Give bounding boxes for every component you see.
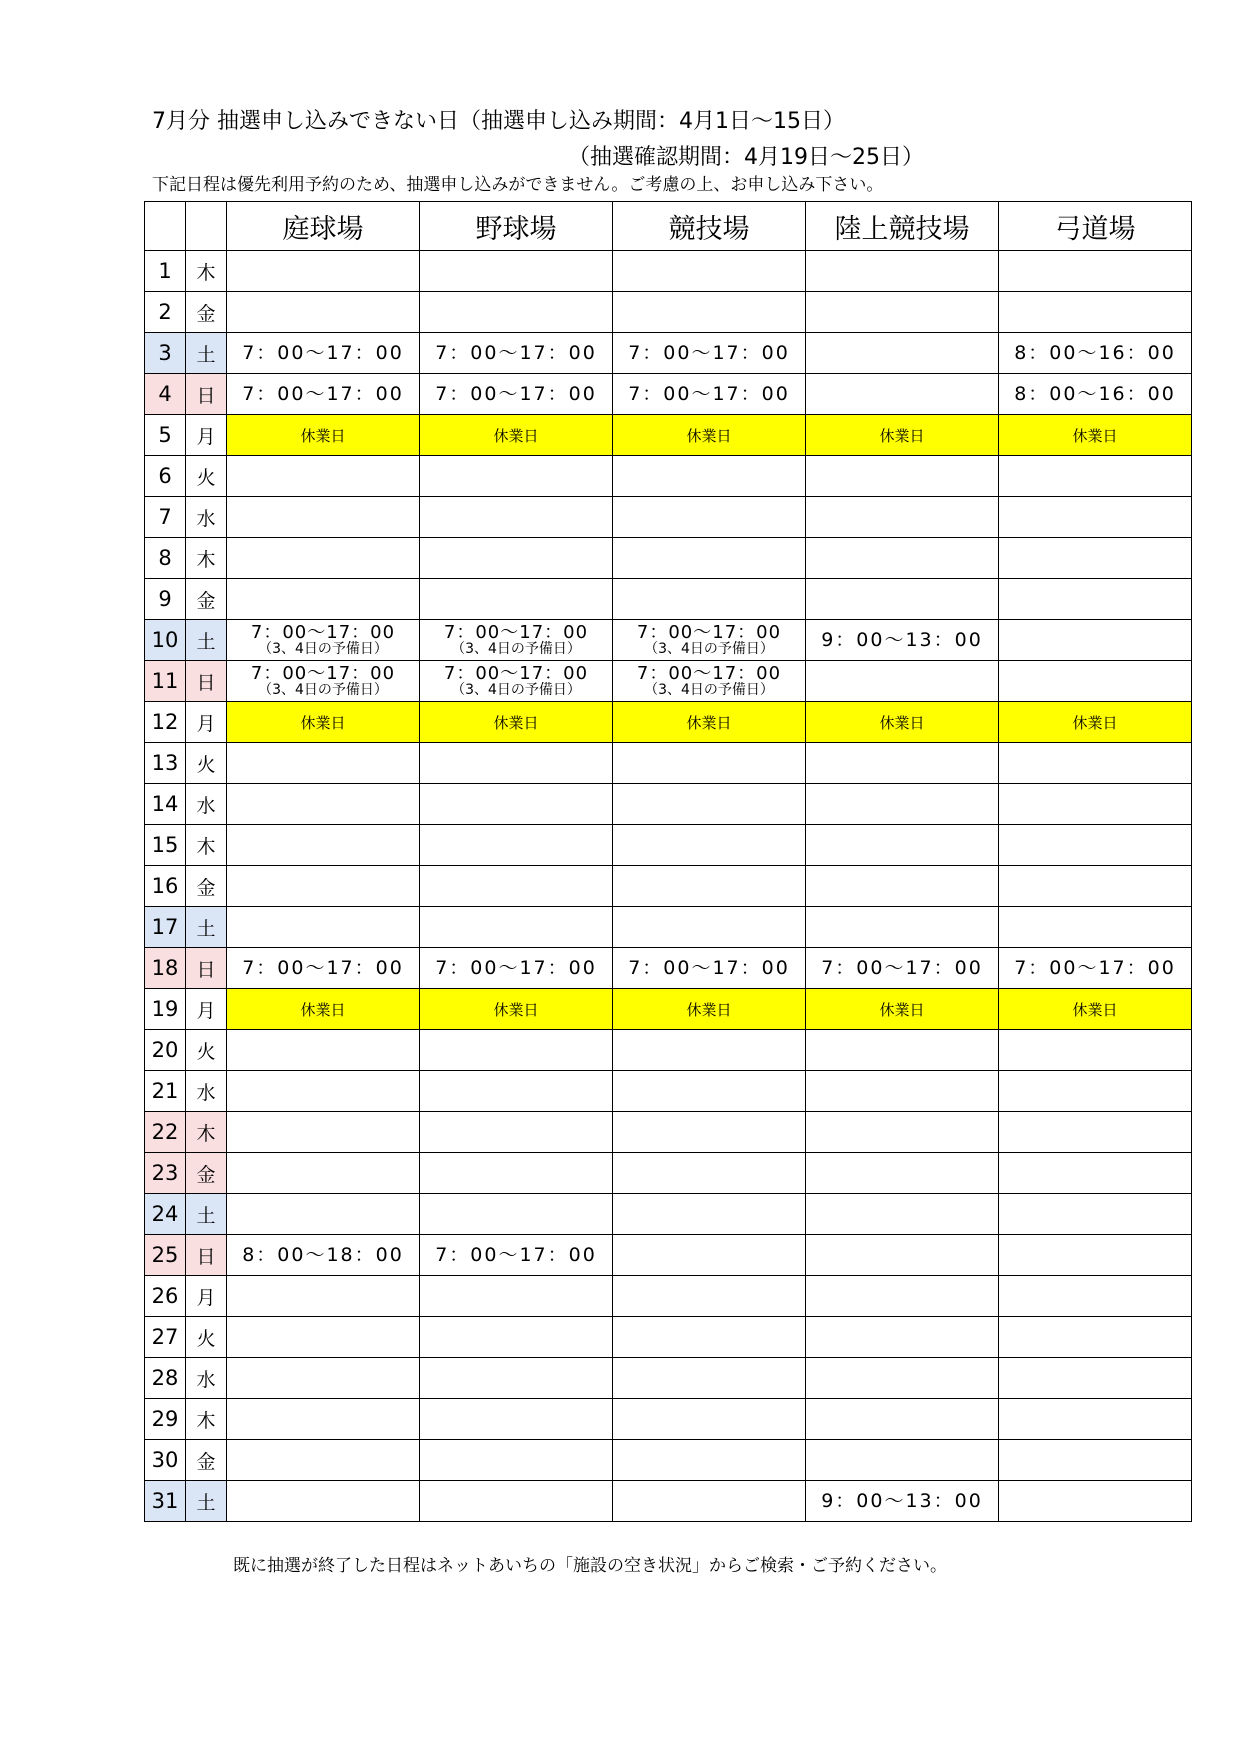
table-row [145, 456, 1192, 497]
day-number: 27 [145, 1317, 186, 1358]
reserved-time: 7：00～17：00 [636, 621, 782, 643]
empty-cell [613, 1399, 806, 1440]
empty-cell [227, 251, 420, 292]
empty-cell [806, 456, 999, 497]
closed-day-cell: 休業日 [227, 989, 420, 1030]
day-number: 10 [145, 620, 186, 661]
weekday: 火 [186, 456, 227, 497]
empty-cell [420, 1481, 613, 1522]
table-row [145, 989, 1192, 1030]
weekday: 金 [186, 866, 227, 907]
weekday: 水 [186, 497, 227, 538]
empty-cell [420, 1317, 613, 1358]
day-number: 13 [145, 743, 186, 784]
weekday: 月 [186, 415, 227, 456]
empty-cell [613, 292, 806, 333]
empty-cell [999, 907, 1192, 948]
reserved-cell [613, 661, 806, 702]
day-number: 6 [145, 456, 186, 497]
empty-cell [806, 1235, 999, 1276]
weekday: 日 [186, 374, 227, 415]
reserve-day-note: （3、4日の予備日） [451, 640, 581, 657]
weekday: 火 [186, 1317, 227, 1358]
header-weekday-blank [186, 202, 227, 251]
day-number: 29 [145, 1399, 186, 1440]
table-row [145, 251, 1192, 292]
weekday: 金 [186, 292, 227, 333]
day-number: 20 [145, 1030, 186, 1071]
reserve-day-note: （3、4日の予備日） [451, 681, 581, 698]
empty-cell [613, 907, 806, 948]
weekday: 水 [186, 1071, 227, 1112]
table-row [145, 292, 1192, 333]
empty-cell [613, 825, 806, 866]
weekday: 水 [186, 1358, 227, 1399]
empty-cell [613, 456, 806, 497]
reserved-time: 7：00～17：00 [250, 621, 396, 643]
empty-cell [806, 1399, 999, 1440]
reserve-day-note: （3、4日の予備日） [258, 681, 388, 698]
empty-cell [420, 1194, 613, 1235]
empty-cell [420, 743, 613, 784]
day-number: 26 [145, 1276, 186, 1317]
empty-cell [420, 1153, 613, 1194]
empty-cell [227, 1112, 420, 1153]
weekday: 土 [186, 907, 227, 948]
empty-cell [227, 1030, 420, 1071]
table-row [145, 1481, 1192, 1522]
day-number: 25 [145, 1235, 186, 1276]
empty-cell [613, 579, 806, 620]
closed-day-cell: 休業日 [613, 989, 806, 1030]
reserved-time-cell: 8：00～16：00 [999, 374, 1192, 415]
empty-cell [999, 1030, 1192, 1071]
table-row [145, 784, 1192, 825]
empty-cell [999, 251, 1192, 292]
weekday: 火 [186, 743, 227, 784]
weekday: 火 [186, 1030, 227, 1071]
reserve-day-note: （3、4日の予備日） [644, 681, 774, 698]
reserved-cell [227, 620, 420, 661]
table-row [145, 1071, 1192, 1112]
day-number: 30 [145, 1440, 186, 1481]
empty-cell [999, 743, 1192, 784]
empty-cell [613, 497, 806, 538]
weekday: 金 [186, 1440, 227, 1481]
empty-cell [420, 1276, 613, 1317]
empty-cell [420, 907, 613, 948]
weekday: 木 [186, 825, 227, 866]
empty-cell [613, 1194, 806, 1235]
day-number: 16 [145, 866, 186, 907]
table-row [145, 825, 1192, 866]
day-number: 1 [145, 251, 186, 292]
reserved-time-cell: 7：00～17：00 [420, 333, 613, 374]
reserve-day-note: （3、4日の予備日） [258, 640, 388, 657]
table-row [145, 374, 1192, 415]
table-row [145, 1235, 1192, 1276]
reserved-time-cell: 7：00～17：00 [613, 948, 806, 989]
empty-cell [999, 292, 1192, 333]
day-number: 22 [145, 1112, 186, 1153]
empty-cell [613, 1153, 806, 1194]
reserved-time: 7：00～17：00 [443, 662, 589, 684]
closed-day-cell: 休業日 [806, 702, 999, 743]
day-number: 19 [145, 989, 186, 1030]
facility-header-baseball: 野球場 [420, 202, 613, 251]
empty-cell [613, 251, 806, 292]
closed-day-cell: 休業日 [420, 702, 613, 743]
table-row [145, 538, 1192, 579]
reserved-time-cell: 7：00～17：00 [420, 374, 613, 415]
empty-cell [613, 784, 806, 825]
table-row [145, 1194, 1192, 1235]
empty-cell [227, 1481, 420, 1522]
reserved-time-cell: 7：00～17：00 [613, 374, 806, 415]
day-number: 14 [145, 784, 186, 825]
empty-cell [999, 1317, 1192, 1358]
empty-cell [227, 1194, 420, 1235]
header-day-blank [145, 202, 186, 251]
empty-cell [999, 620, 1192, 661]
reserved-time: 7：00～17：00 [443, 621, 589, 643]
day-number: 3 [145, 333, 186, 374]
empty-cell [420, 1399, 613, 1440]
header-row [145, 202, 1192, 251]
weekday: 日 [186, 661, 227, 702]
empty-cell [613, 1276, 806, 1317]
day-number: 12 [145, 702, 186, 743]
day-number: 9 [145, 579, 186, 620]
table-row [145, 907, 1192, 948]
facility-header-stadium: 競技場 [613, 202, 806, 251]
empty-cell [420, 1358, 613, 1399]
empty-cell [227, 497, 420, 538]
empty-cell [806, 661, 999, 702]
empty-cell [420, 825, 613, 866]
weekday: 木 [186, 1112, 227, 1153]
empty-cell [806, 1317, 999, 1358]
day-number: 7 [145, 497, 186, 538]
empty-cell [613, 1112, 806, 1153]
empty-cell [227, 1071, 420, 1112]
reserved-time-cell: 7：00～17：00 [806, 948, 999, 989]
empty-cell [999, 1440, 1192, 1481]
empty-cell [613, 743, 806, 784]
empty-cell [227, 1358, 420, 1399]
footer-note: 既に抽選が終了した日程はネットあいちの「施設の空き状況」からご検索・ご予約ください。 [233, 1556, 947, 1576]
reserved-time: 7：00～17：00 [636, 662, 782, 684]
empty-cell [999, 784, 1192, 825]
closed-day-cell: 休業日 [999, 415, 1192, 456]
weekday: 土 [186, 1194, 227, 1235]
day-number: 21 [145, 1071, 186, 1112]
empty-cell [806, 292, 999, 333]
empty-cell [227, 1317, 420, 1358]
empty-cell [999, 825, 1192, 866]
reserved-time-cell: 7：00～17：00 [227, 333, 420, 374]
table-row [145, 415, 1192, 456]
empty-cell [420, 1030, 613, 1071]
empty-cell [613, 1235, 806, 1276]
weekday: 金 [186, 1153, 227, 1194]
empty-cell [420, 251, 613, 292]
empty-cell [420, 1112, 613, 1153]
weekday: 木 [186, 251, 227, 292]
facility-header-tennis: 庭球場 [227, 202, 420, 251]
table-row [145, 1153, 1192, 1194]
empty-cell [613, 1030, 806, 1071]
reserve-day-note: （3、4日の予備日） [644, 640, 774, 657]
empty-cell [420, 579, 613, 620]
weekday: 金 [186, 579, 227, 620]
reserved-time-cell: 7：00～17：00 [613, 333, 806, 374]
closed-day-cell: 休業日 [420, 415, 613, 456]
closed-day-cell: 休業日 [227, 702, 420, 743]
reserved-cell [613, 620, 806, 661]
day-number: 24 [145, 1194, 186, 1235]
weekday: 土 [186, 620, 227, 661]
table-row [145, 866, 1192, 907]
weekday: 日 [186, 948, 227, 989]
empty-cell [613, 1317, 806, 1358]
table-row [145, 948, 1192, 989]
empty-cell [999, 538, 1192, 579]
weekday: 木 [186, 538, 227, 579]
empty-cell [227, 866, 420, 907]
table-row [145, 1112, 1192, 1153]
empty-cell [806, 374, 999, 415]
document-title: 7月分 抽選申し込みできない日（抽選申し込み期間：4月1日～15日） [152, 109, 845, 134]
empty-cell [420, 784, 613, 825]
empty-cell [420, 1440, 613, 1481]
weekday: 木 [186, 1399, 227, 1440]
empty-cell [420, 497, 613, 538]
empty-cell [999, 1112, 1192, 1153]
day-number: 18 [145, 948, 186, 989]
empty-cell [806, 784, 999, 825]
reserved-cell [227, 661, 420, 702]
empty-cell [806, 1358, 999, 1399]
empty-cell [227, 538, 420, 579]
empty-cell [806, 1194, 999, 1235]
empty-cell [806, 1112, 999, 1153]
empty-cell [227, 743, 420, 784]
reserved-time-cell: 7：00～17：00 [420, 1235, 613, 1276]
table-row [145, 579, 1192, 620]
reserved-time-cell: 8：00～18：00 [227, 1235, 420, 1276]
empty-cell [999, 1153, 1192, 1194]
facility-header-archery: 弓道場 [999, 202, 1192, 251]
day-number: 8 [145, 538, 186, 579]
table-row [145, 620, 1192, 661]
table-row [145, 1399, 1192, 1440]
closed-day-cell: 休業日 [806, 989, 999, 1030]
empty-cell [999, 497, 1192, 538]
closed-day-cell: 休業日 [420, 989, 613, 1030]
empty-cell [613, 1440, 806, 1481]
empty-cell [806, 1071, 999, 1112]
reserved-cell [420, 620, 613, 661]
empty-cell [806, 1153, 999, 1194]
empty-cell [613, 1358, 806, 1399]
table-row [145, 1317, 1192, 1358]
empty-cell [420, 866, 613, 907]
empty-cell [227, 292, 420, 333]
day-number: 15 [145, 825, 186, 866]
empty-cell [806, 251, 999, 292]
reserved-time-cell: 7：00～17：00 [420, 948, 613, 989]
day-number: 23 [145, 1153, 186, 1194]
day-number: 11 [145, 661, 186, 702]
facility-header-athletics: 陸上競技場 [806, 202, 999, 251]
empty-cell [227, 579, 420, 620]
closed-day-cell: 休業日 [999, 702, 1192, 743]
confirmation-period: （抽選確認期間：4月19日～25日） [568, 145, 924, 170]
schedule-body [145, 251, 1192, 1522]
empty-cell [999, 1071, 1192, 1112]
reserved-time-cell: 8：00～16：00 [999, 333, 1192, 374]
empty-cell [227, 1276, 420, 1317]
empty-cell [806, 743, 999, 784]
empty-cell [806, 538, 999, 579]
day-number: 28 [145, 1358, 186, 1399]
table-row [145, 702, 1192, 743]
day-number: 31 [145, 1481, 186, 1522]
reserved-time-cell: 9：00～13：00 [806, 1481, 999, 1522]
table-row [145, 1276, 1192, 1317]
schedule-table [144, 201, 1192, 1522]
empty-cell [227, 784, 420, 825]
day-number: 17 [145, 907, 186, 948]
empty-cell [999, 456, 1192, 497]
empty-cell [613, 1481, 806, 1522]
table-row [145, 1440, 1192, 1481]
empty-cell [613, 866, 806, 907]
empty-cell [420, 538, 613, 579]
day-number: 4 [145, 374, 186, 415]
reserved-cell [420, 661, 613, 702]
empty-cell [999, 579, 1192, 620]
empty-cell [227, 907, 420, 948]
empty-cell [806, 1440, 999, 1481]
weekday: 水 [186, 784, 227, 825]
weekday: 土 [186, 333, 227, 374]
empty-cell [806, 825, 999, 866]
closed-day-cell: 休業日 [613, 415, 806, 456]
empty-cell [227, 1440, 420, 1481]
reserved-time: 7：00～17：00 [250, 662, 396, 684]
empty-cell [806, 579, 999, 620]
reserved-time-cell: 7：00～17：00 [999, 948, 1192, 989]
empty-cell [806, 907, 999, 948]
empty-cell [999, 1235, 1192, 1276]
empty-cell [613, 1071, 806, 1112]
weekday: 月 [186, 1276, 227, 1317]
closed-day-cell: 休業日 [999, 989, 1192, 1030]
empty-cell [806, 497, 999, 538]
reserved-time-cell: 7：00～17：00 [227, 374, 420, 415]
empty-cell [999, 1358, 1192, 1399]
empty-cell [999, 866, 1192, 907]
empty-cell [806, 866, 999, 907]
empty-cell [999, 661, 1192, 702]
reserved-time-cell: 9：00～13：00 [806, 620, 999, 661]
closed-day-cell: 休業日 [613, 702, 806, 743]
empty-cell [999, 1481, 1192, 1522]
weekday: 日 [186, 1235, 227, 1276]
notice-text: 下記日程は優先利用予約のため、抽選申し込みができません。ご考慮の上、お申し込み下さい。 [152, 175, 884, 195]
empty-cell [613, 538, 806, 579]
empty-cell [806, 333, 999, 374]
empty-cell [420, 1071, 613, 1112]
closed-day-cell: 休業日 [806, 415, 999, 456]
day-number: 2 [145, 292, 186, 333]
table-row [145, 497, 1192, 538]
table-row [145, 661, 1192, 702]
empty-cell [999, 1194, 1192, 1235]
empty-cell [227, 1153, 420, 1194]
empty-cell [999, 1276, 1192, 1317]
table-row [145, 1030, 1192, 1071]
table-row [145, 1358, 1192, 1399]
weekday: 月 [186, 989, 227, 1030]
empty-cell [420, 456, 613, 497]
table-row [145, 743, 1192, 784]
weekday: 土 [186, 1481, 227, 1522]
empty-cell [227, 825, 420, 866]
empty-cell [999, 1399, 1192, 1440]
empty-cell [227, 456, 420, 497]
weekday: 月 [186, 702, 227, 743]
closed-day-cell: 休業日 [227, 415, 420, 456]
day-number: 5 [145, 415, 186, 456]
empty-cell [227, 1399, 420, 1440]
reserved-time-cell: 7：00～17：00 [227, 948, 420, 989]
empty-cell [806, 1276, 999, 1317]
empty-cell [806, 1030, 999, 1071]
table-row [145, 333, 1192, 374]
empty-cell [420, 292, 613, 333]
